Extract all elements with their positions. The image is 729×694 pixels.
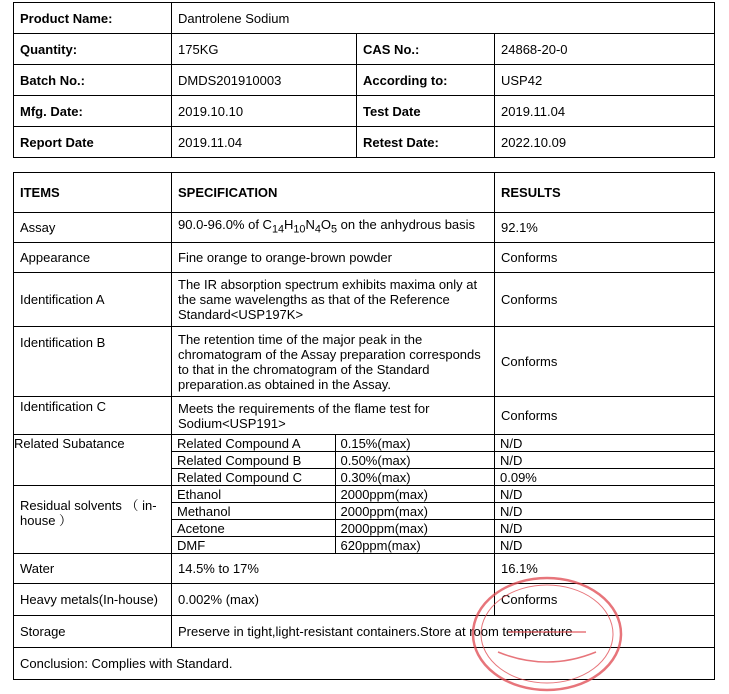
- solvent-methanol-result: N/D: [495, 503, 714, 520]
- mfg-date-value: 2019.10.10: [172, 96, 357, 127]
- solvents-item: Residual solvents （ in-house ）: [14, 486, 172, 554]
- solvent-methanol-name: Methanol: [172, 503, 335, 520]
- table-row: [14, 397, 715, 435]
- water-spec: 14.5% to 17%: [172, 554, 495, 584]
- table-row: [14, 435, 715, 486]
- assay-spec: 90.0-96.0% of $C_{14}H_{10}N_4O_5$ on the anhydrous basis: [172, 213, 495, 243]
- batch-value: DMDS201910003: [172, 65, 357, 96]
- solvents-results: [495, 486, 715, 554]
- related-compound-b-result: N/D: [495, 452, 714, 469]
- ident-b-item: Identification B: [14, 327, 172, 397]
- table-row: [14, 486, 715, 554]
- retest-date-label: Retest Date:: [357, 127, 495, 158]
- solvent-dmf-name: DMF: [172, 537, 335, 554]
- product-name-label: Product Name:: [14, 3, 172, 34]
- related-item: Related Subatance: [14, 435, 172, 486]
- solvent-methanol-limit: 2000ppm(max): [335, 503, 494, 520]
- mfg-date-label: Mfg. Date:: [14, 96, 172, 127]
- solvent-ethanol-limit: 2000ppm(max): [335, 486, 494, 503]
- solvent-acetone-limit: 2000ppm(max): [335, 520, 494, 537]
- appearance-result: Conforms: [495, 243, 715, 273]
- solvent-acetone-result: N/D: [495, 520, 714, 537]
- appearance-item: Appearance: [14, 243, 172, 273]
- results-header: RESULTS: [495, 173, 715, 213]
- ident-b-result: Conforms: [495, 327, 715, 397]
- heavy-metals-result: Conforms: [495, 584, 715, 616]
- solvents-spec: [172, 486, 495, 554]
- product-name-value: Dantrolene Sodium: [172, 3, 715, 34]
- ident-c-item: Identification C: [14, 397, 172, 435]
- company-seal-stamp: [468, 572, 626, 694]
- related-compound-c-result: 0.09%: [500, 469, 537, 485]
- ident-a-spec: The IR absorption spectrum exhibits maxima only at the same wavelengths as that of the Reference Standard<USP197K>: [172, 273, 495, 327]
- quantity-label: Quantity:: [14, 34, 172, 65]
- storage-item: Storage: [14, 616, 172, 648]
- product-info-table: [13, 2, 715, 158]
- table-row: [14, 327, 715, 397]
- solvent-acetone-name: Acetone: [172, 520, 335, 537]
- ident-b-spec: The retention time of the major peak in the chromatogram of the Assay preparation corresponds to that in the chromatogram of the Standard preparation.as obtained in the Assay.: [172, 327, 495, 397]
- specification-header: SPECIFICATION: [172, 173, 495, 213]
- table-header-row: [14, 173, 715, 213]
- test-date-value: 2019.11.04: [495, 96, 715, 127]
- related-compound-b-limit: 0.50%(max): [335, 452, 494, 469]
- solvent-dmf-result: N/D: [500, 537, 523, 553]
- quantity-value: 175KG: [172, 34, 357, 65]
- assay-result: 92.1%: [495, 213, 715, 243]
- heavy-metals-item: Heavy metals(In-house): [14, 584, 172, 616]
- storage-spec: Preserve in tight,light-resistant containers.Store at room temperature: [172, 616, 715, 648]
- related-spec: [172, 435, 495, 486]
- retest-date-value: 2022.10.09: [495, 127, 715, 158]
- ident-c-spec: Meets the requirements of the flame test for Sodium<USP191>: [172, 397, 495, 435]
- heavy-metals-spec: 0.002% (max): [172, 584, 495, 616]
- table-row: [14, 243, 715, 273]
- related-compound-c-name: Related Compound C: [172, 469, 335, 486]
- ident-a-result: Conforms: [495, 273, 715, 327]
- table-row: [14, 273, 715, 327]
- related-results: [495, 435, 715, 486]
- report-date-label: Report Date: [14, 127, 172, 158]
- water-result: 16.1%: [495, 554, 715, 584]
- according-label: According to:: [357, 65, 495, 96]
- related-compound-a-limit: 0.15%(max): [335, 435, 494, 452]
- ident-c-result: Conforms: [495, 397, 715, 435]
- cas-value: 24868-20-0: [495, 34, 715, 65]
- solvent-ethanol-result: N/D: [495, 486, 714, 503]
- water-item: Water: [14, 554, 172, 584]
- solvent-dmf-limit: 620ppm(max): [340, 537, 421, 553]
- solvent-ethanol-name: Ethanol: [172, 486, 335, 503]
- assay-item: Assay: [14, 213, 172, 243]
- related-compound-a-result: N/D: [495, 435, 714, 452]
- report-date-value: 2019.11.04: [172, 127, 357, 158]
- batch-label: Batch No.:: [14, 65, 172, 96]
- related-compound-a-name: Related Compound A: [172, 435, 335, 452]
- according-value: USP42: [495, 65, 715, 96]
- cas-label: CAS No.:: [357, 34, 495, 65]
- test-date-label: Test Date: [357, 96, 495, 127]
- appearance-spec: Fine orange to orange-brown powder: [172, 243, 495, 273]
- ident-a-item: Identification A: [14, 273, 172, 327]
- items-header: ITEMS: [14, 173, 172, 213]
- conclusion: Conclusion: Complies with Standard.: [14, 648, 715, 680]
- related-compound-b-name: Related Compound B: [172, 452, 335, 469]
- related-compound-c-limit: 0.30%(max): [340, 469, 411, 485]
- table-row: [14, 213, 715, 243]
